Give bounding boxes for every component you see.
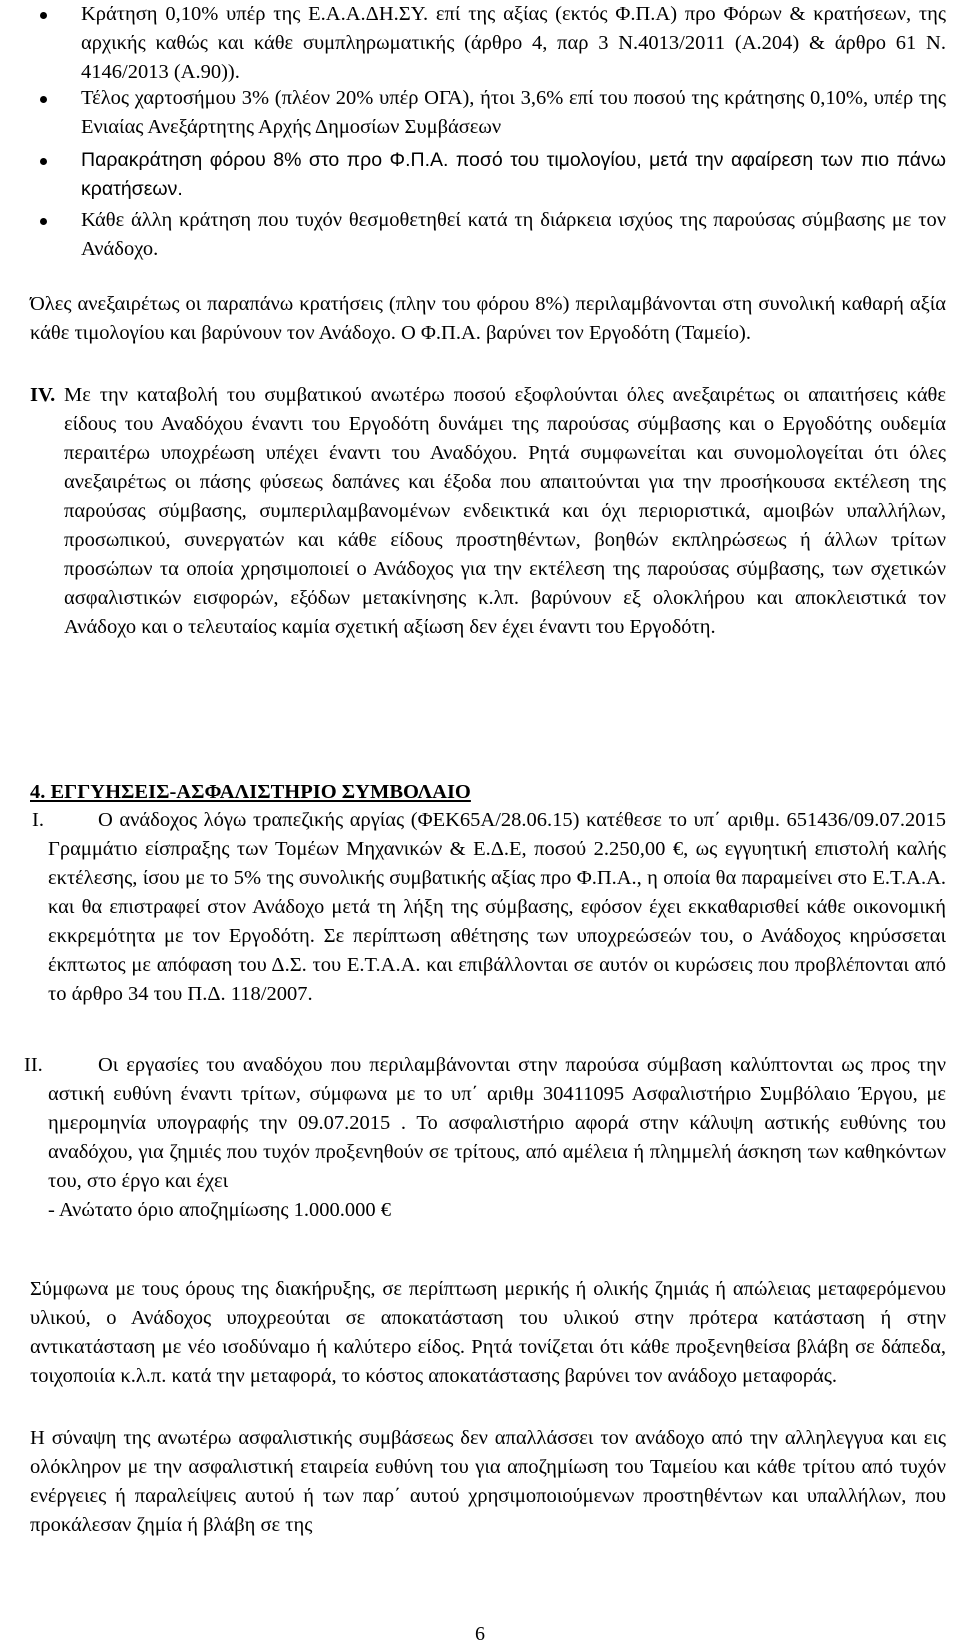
- bullet-item-stamp-duty: [0, 84, 960, 142]
- bullet-dot-icon: [40, 218, 47, 225]
- bullet-item-eaadhsy: [0, 0, 960, 87]
- damage-liability-paragraph: Σύμφωνα με τους όρους της διακήρυξης, σε περίπτωση μερικής ή ολικής ζημιάς ή απώλειας μεταφερόμενου υλικού, ο Ανάδοχος υποχρεούται σε αποκατάσταση του υλικού στην πρότερα κατάσταση ή στην αντικατάσταση με νέο ισοδύναμο ή καλύτερο είδος. Ρητά τονίζεται ότι κάθε προξενηθείσα βλάβη σε δάπεδα, τοιχοποιία κ.λ.π. κατά την μεταφορά, το κόστος αποκατάστασης βαρύνει τον ανάδοχο μεταφοράς.: [30, 1278, 946, 1387]
- bullet-text: Κάθε άλλη κράτηση που τυχόν θεσμοθετηθεί κατά τη διάρκεια ισχύος της παρούσας σύμβασης με τον Ανάδοχο.: [81, 209, 946, 260]
- deductions-summary-paragraph: Όλες ανεξαιρέτως οι παραπάνω κρατήσεις (πλην του φόρου 8%) περιλαμβάνονται στη συνολική καθαρή αξία κάθε τιμολογίου και βαρύνουν τον Ανάδοχο. Ο Φ.Π.Α. βαρύνει τον Εργοδότη (Ταμείο).: [30, 293, 946, 344]
- insurance-item-ii: [24, 1051, 946, 1225]
- bullet-item-other-deductions: [0, 206, 960, 264]
- item-ii-label: ΙΙ.: [24, 1054, 43, 1076]
- page-number: 6: [475, 1623, 485, 1645]
- bullet-text: Παρακράτηση φόρου 8% στο προ Φ.Π.Α. ποσό του τιμολογίου, μετά την αφαίρεση των πιο πάνω κρατήσεων.: [81, 149, 946, 200]
- item-i-label: Ι.: [32, 809, 44, 831]
- bullet-item-withholding-tax: [0, 146, 960, 204]
- item-ii-text: Οι εργασίες του αναδόχου που περιλαμβάνονται στην παρούσα σύμβαση καλύπτονται ως προς την αστική ευθύνη έναντι τρίτων, σύμφωνα με το υπ΄ αριθμ 30411095 Ασφαλιστήριο Συμβόλαιο Έργου, με ημερομηνία υπογραφής την 09.07.2015 . Το ασφαλιστήριο αφορά στην κάλυψη αστικής ευθύνης του αναδόχου, για ζημιές που τυχόν προξενηθούν σε τρίτους, από αμέλεια ή πλημμελή άσκηση των καθηκόντων του, στο έργο και έχει: [48, 1054, 946, 1192]
- section-iv-label: IV.: [30, 384, 56, 406]
- bullet-dot-icon: [40, 158, 47, 165]
- bullet-dot-icon: [40, 96, 47, 103]
- bullet-text: Κράτηση 0,10% υπέρ της Ε.Α.Α.ΔΗ.ΣΥ. επί της αξίας (εκτός Φ.Π.Α) προ Φόρων & κρατήσεων, της αρχικής καθώς και κάθε συμπληρωματικής (άρθρο 4, παρ 3 Ν.4013/2011 (Α.204) & άρθρο 61 Ν. 4146/2013 (Α.90)).: [81, 3, 946, 83]
- guarantee-item-i: [30, 806, 946, 1009]
- insurance-liability-paragraph: Η σύναψη της ανωτέρω ασφαλιστικής συμβάσεως δεν απαλλάσσει τον ανάδοχο από την αλληλεγγυα και εις ολόκληρον με την ασφαλιστική εταιρεία ευθύνη του για αποζημίωση του Ταμείου και κάθε τρίτου από τυχόν ενέργειες ή παραλείψεις αυτού ή των παρ΄ αυτού χρησιμοποιούμενων προστηθέντων και υπαλλήλων, που προκάλεσαν ζημία ή βλάβη σε της: [30, 1427, 946, 1536]
- max-compensation-line: - Ανώτατο όριο αποζημίωσης 1.000.000 €: [48, 1199, 391, 1221]
- item-i-text: Ο ανάδοχος λόγω τραπεζικής αργίας (ΦΕΚ65Α/28.06.15) κατέθεσε το υπ΄ αριθμ. 651436/09.07.2015 Γραμμάτιο είσπραξης των Τομέων Μηχανικών & Ε.Δ.Ε, ποσού 2.250,00 €, ως εγγυητική επιστολή καλής εκτέλεσης, ίσου με το 5% της συνολικής συμβατικής αξίας προ Φ.Π.Α., η οποία θα παραμείνει στο Ε.Τ.Α.Α. και θα επιστραφεί στον Ανάδοχο μετά τη λήξη της σύμβασης, εφόσον έχει εκκαθαρισθεί κάθε οικονομική εκκρεμότητα με τον Εργοδότη. Σε περίπτωση αθέτησης των υποχρεώσεών του, ο Ανάδοχος κηρύσσεται έκπτωτος με απόφαση του Δ.Σ. του Ε.Τ.Α.Α. και επιβάλλονται σε αυτόν οι κυρώσεις που προβλέπονται από το άρθρο 34 του Π.Δ. 118/2007.: [48, 809, 946, 1005]
- section-iv-text: Με την καταβολή του συμβατικού ανωτέρω ποσού εξοφλούνται όλες ανεξαιρέτως οι απαιτήσεις κάθε είδους του Αναδόχου έναντι του Εργοδότη δυνάμει της παρούσας σύμβασης και ο Εργοδότης ουδεμία περαιτέρω υποχρέωση υπέχει έναντι του Αναδόχου. Ρητά συμφωνείται και συνομολογείται ότι όλες ανεξαιρέτως οι πάσης φύσεως δαπάνες και έξοδα που απαιτούνται για την προσήκουσα εκτέλεση της παρούσας σύμβασης, συμπεριλαμβανομένων ενδεικτικά και όχι περιοριστικά, αμοιβών υπαλλήλων, προσωπικού, συνεργατών και κάθε είδους προστηθέντων, βοηθών εκπληρώσεως ή άλλων τρίτων προσώπων τα οποία χρησιμοποιεί ο Ανάδοχος για την εκτέλεση της παρούσας σύμβασης, των σχετικών ασφαλιστικών εισφορών, εξόδων μετακίνησης κ.λπ. βαρύνουν εξ ολοκλήρου και αποκλειστικά τον Ανάδοχο και ο τελευταίος καμία σχετική αξίωση δεν έχει έναντι του Εργοδότη.: [64, 384, 946, 638]
- section-iv: [30, 381, 946, 642]
- section-heading-guarantees: 4. ΕΓΓΥΗΣΕΙΣ-ΑΣΦΑΛΙΣΤΗΡΙΟ ΣΥΜΒΟΛΑΙΟ: [30, 781, 471, 803]
- bullet-dot-icon: [40, 12, 47, 19]
- bullet-text: Τέλος χαρτοσήμου 3% (πλέον 20% υπέρ ΟΓΑ), ήτοι 3,6% επί του ποσού της κράτησης 0,10%, υπέρ της Ενιαίας Ανεξάρτητης Αρχής Δημοσίων Συμβάσεων: [81, 87, 946, 138]
